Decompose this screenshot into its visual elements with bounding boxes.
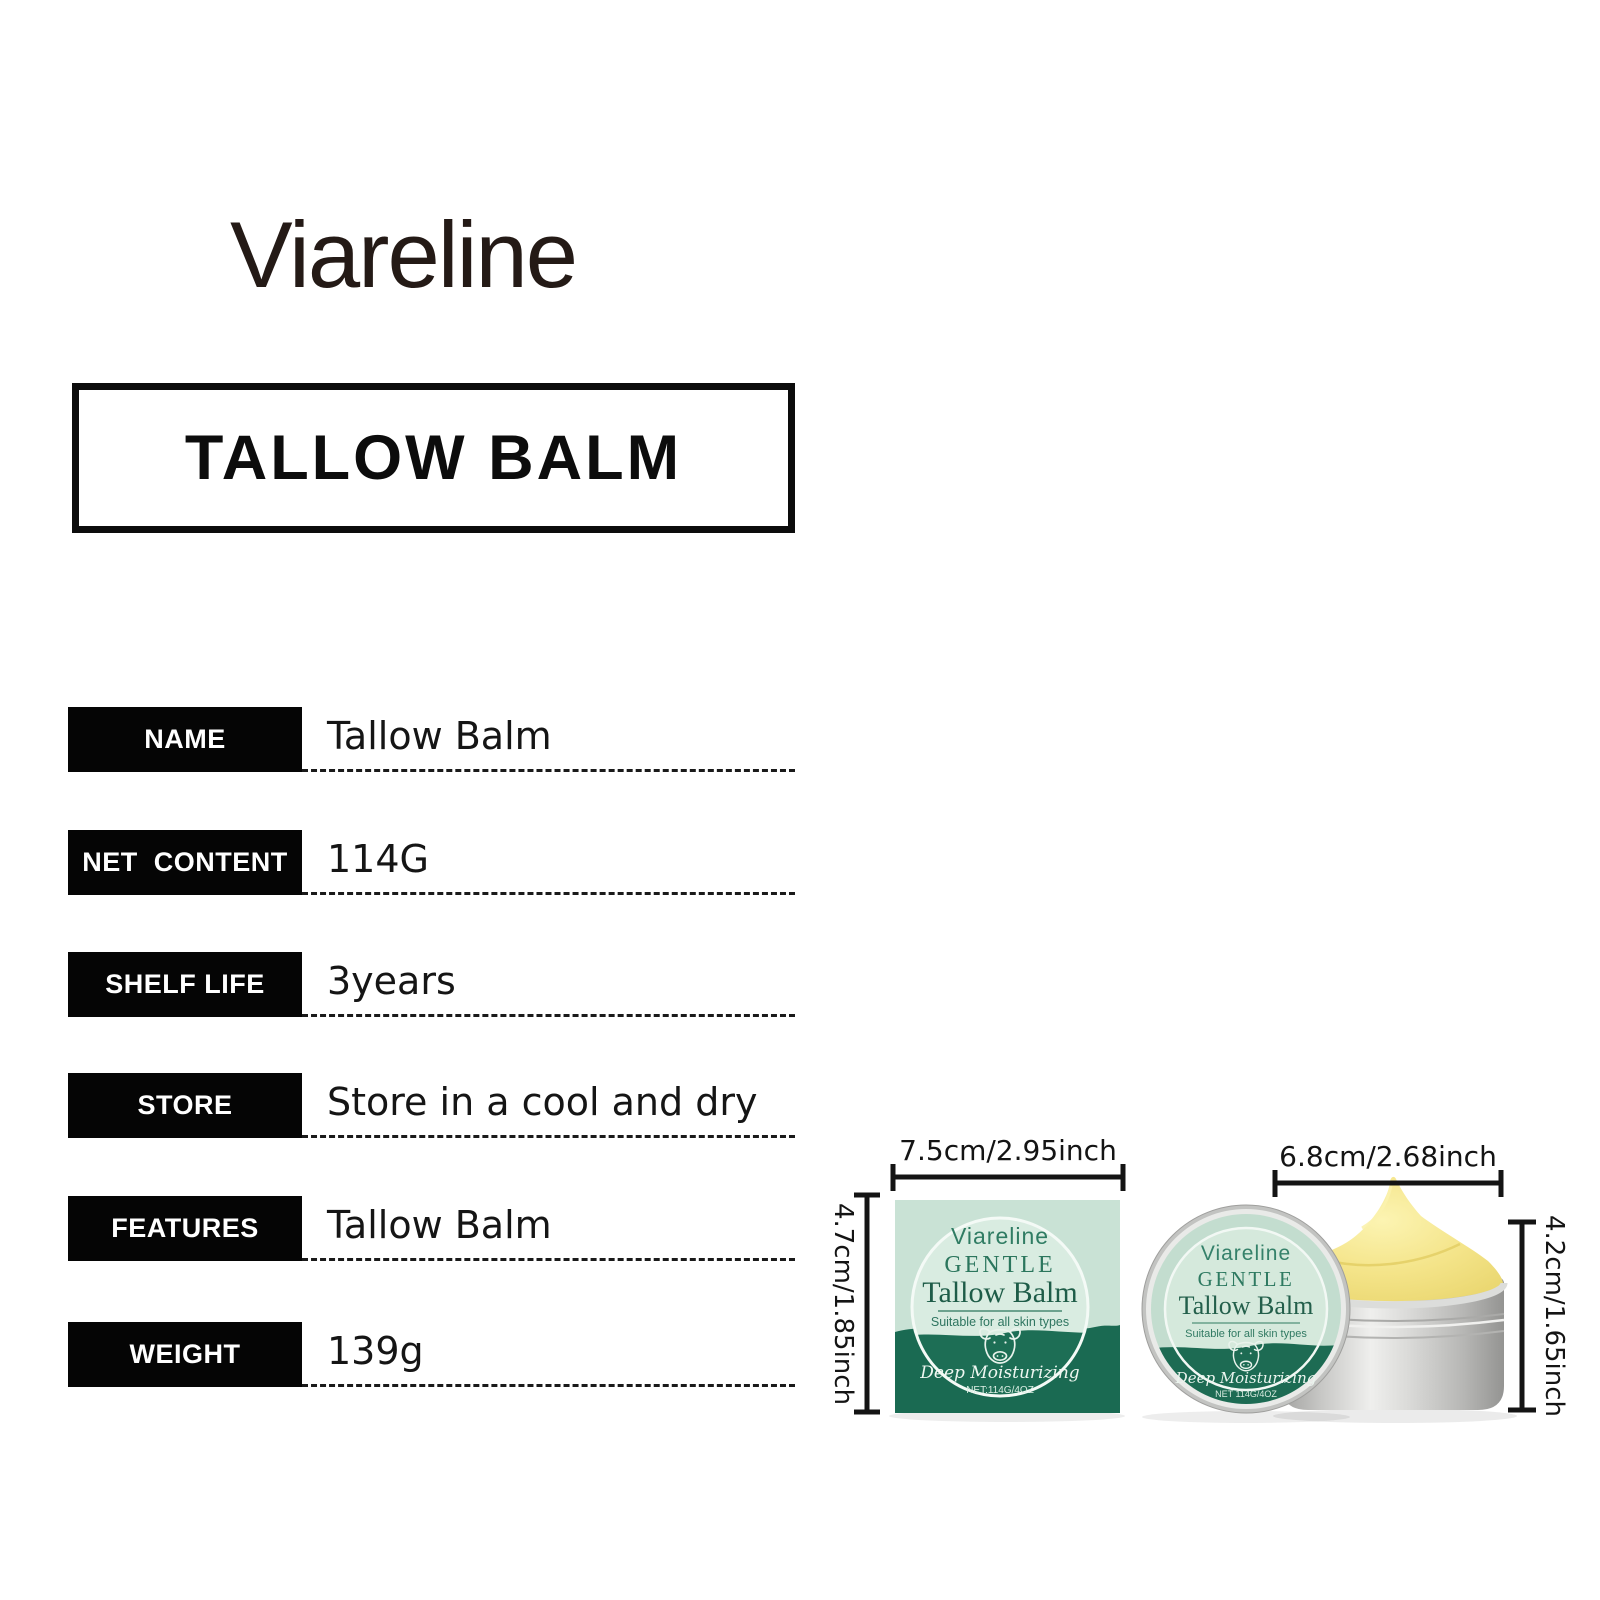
spec-row-net-content (0, 830, 1600, 895)
box-label-brand: Viareline (950, 1223, 1050, 1249)
spec-value-name: Tallow Balm (327, 714, 552, 758)
spec-label-shelf-life: SHELF LIFE (68, 952, 302, 1017)
box-label-product: Tallow Balm (922, 1276, 1078, 1309)
product-title-box (72, 383, 795, 533)
dimension-label-tin-height: 4.2cm/1.65inch (1539, 1214, 1569, 1418)
dashed-divider (302, 892, 795, 895)
spec-label-store: STORE (68, 1073, 302, 1138)
spec-label-name: NAME (68, 707, 302, 772)
product-title: TALLOW BALM (184, 423, 683, 493)
spec-value-store: Store in a cool and dry (327, 1080, 758, 1124)
spec-label-net-content: NET CONTENT (68, 830, 302, 895)
brand-logo: Viareline (230, 202, 577, 307)
dashed-divider (302, 1258, 795, 1261)
dimension-label-tin-width: 6.8cm/2.68inch (1279, 1140, 1497, 1173)
dimension-line-tin-height (1508, 1222, 1536, 1410)
spec-value-features: Tallow Balm (327, 1203, 552, 1247)
dimension-label-box-width: 7.5cm/2.95inch (899, 1134, 1117, 1167)
spec-row-name (0, 707, 1600, 772)
box-label-net: NET:114G/4OZ (966, 1385, 1034, 1396)
dashed-divider (302, 769, 795, 772)
spec-value-shelf-life: 3years (327, 959, 456, 1003)
spec-row-shelf-life (0, 952, 1600, 1017)
dashed-divider (302, 1014, 795, 1017)
box-label-gentle: GENTLE (944, 1252, 1056, 1278)
dashed-divider (302, 1135, 795, 1138)
spec-label-weight: WEIGHT (68, 1322, 302, 1387)
lid-label-gentle: GENTLE (1197, 1267, 1295, 1291)
dimension-label-box-height: 4.7cm/1.85inch (828, 1202, 858, 1406)
lid-label-net: NET 114G/4OZ (1215, 1389, 1277, 1399)
dimension-line-box-width (893, 1164, 1123, 1191)
lid-label-product: Tallow Balm (1178, 1291, 1314, 1320)
lid-label-subtitle: Suitable for all skin types (1185, 1328, 1307, 1340)
package-box-image (895, 1200, 1120, 1413)
tin-lid-image (1142, 1205, 1350, 1413)
box-label-subtitle: Suitable for all skin types (930, 1315, 1070, 1329)
spec-value-weight: 139g (327, 1329, 424, 1373)
spec-value-net-content: 114G (327, 837, 429, 881)
lid-label-brand: Viareline (1200, 1242, 1292, 1265)
box-label-script: Deep Moisturizing (920, 1363, 1080, 1383)
dashed-divider (302, 1384, 795, 1387)
spec-label-features: FEATURES (68, 1196, 302, 1261)
product-figure (820, 1120, 1570, 1430)
lid-label-script: Deep Moisturizing (1175, 1369, 1317, 1387)
